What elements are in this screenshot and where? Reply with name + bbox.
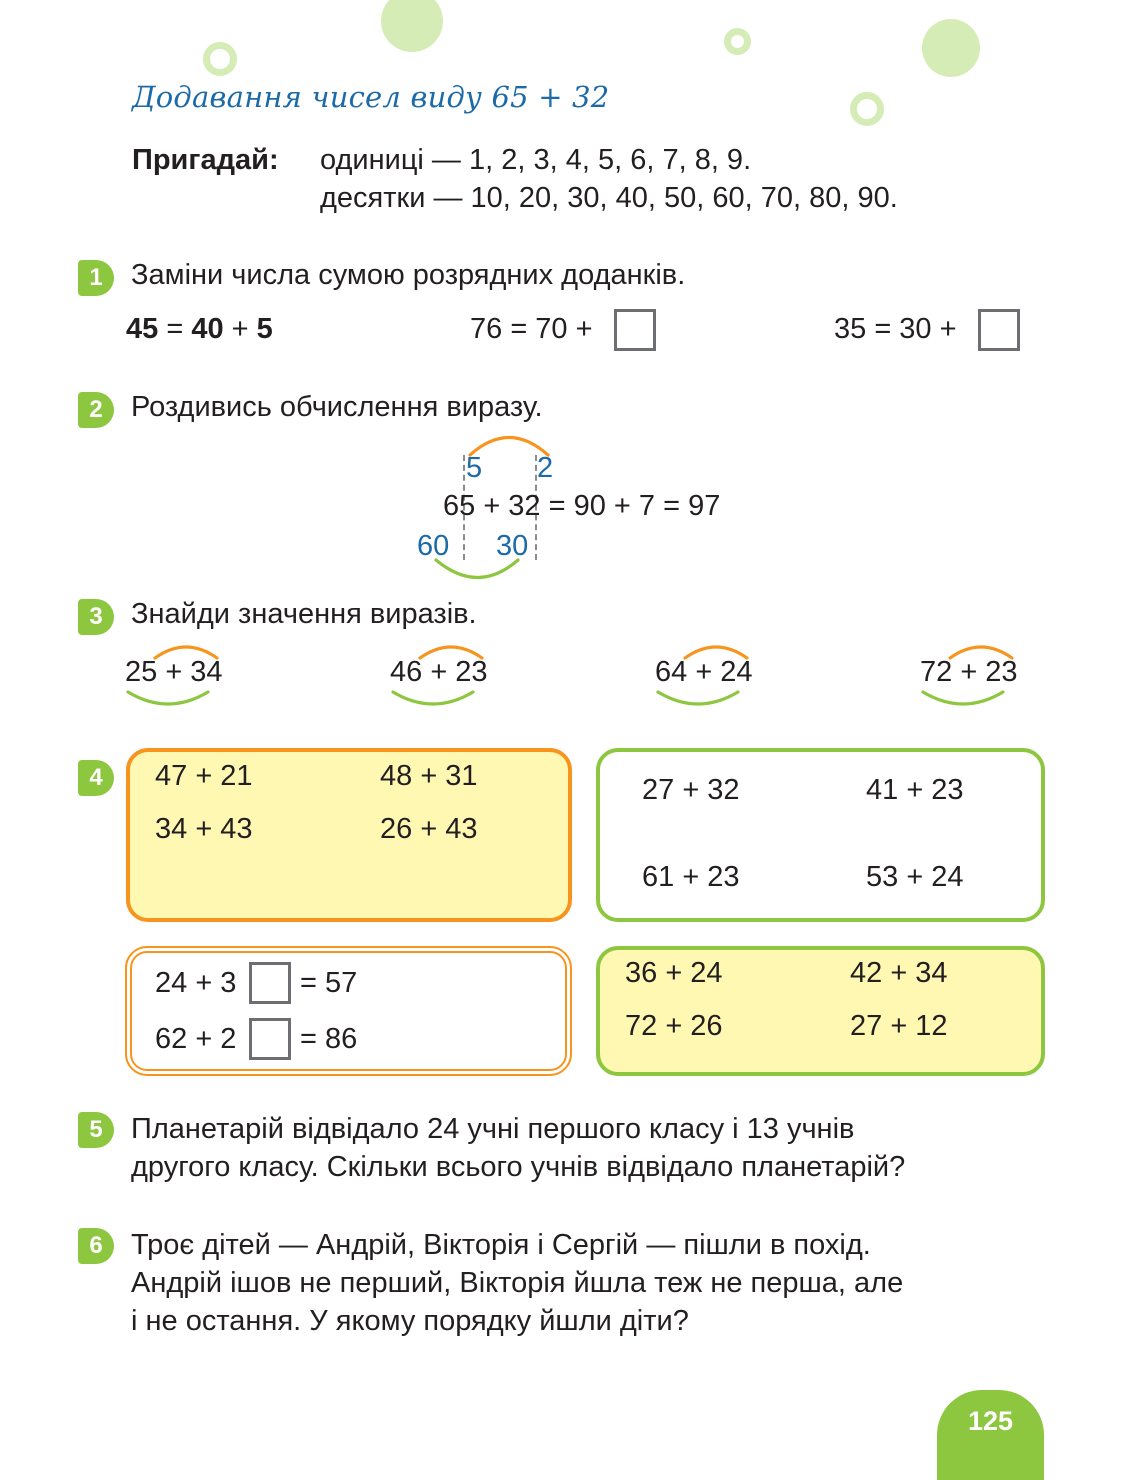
example-tens: 40: [191, 313, 224, 345]
panel-b-expression: 53 + 24: [866, 861, 964, 893]
recall-label: Пригадай:: [132, 144, 279, 176]
panel-d-expression: 36 + 24: [625, 957, 723, 989]
task-number-badge: 1: [78, 260, 114, 296]
task-number-badge: 2: [78, 392, 114, 428]
panel-c-left: 24 + 3: [155, 967, 237, 999]
panel-c-right: = 57: [300, 967, 358, 999]
arc-tens: [128, 692, 208, 704]
tens-b: 30: [496, 530, 529, 562]
task3-expression: 46 + 23: [390, 656, 488, 688]
page-number: 125: [937, 1390, 1044, 1480]
panel-c-right: = 86: [300, 1023, 358, 1055]
task-number-badge: 4: [78, 760, 114, 796]
task5-line: другого класу. Скільки всього учнів відвідало планетарій?: [131, 1151, 906, 1183]
task6-line: і не остання. У якому порядку йшли діти?: [131, 1305, 689, 1337]
task3-expression: 64 + 24: [655, 656, 753, 688]
answer-box[interactable]: [614, 309, 656, 351]
task-number-badge: 6: [78, 1228, 114, 1264]
panel-c-left: 62 + 2: [155, 1023, 237, 1055]
panel-d-expression: 72 + 26: [625, 1010, 723, 1042]
tens-a: 60: [417, 530, 450, 562]
answer-box[interactable]: [249, 962, 291, 1004]
panel-a-expression: 26 + 43: [380, 813, 478, 845]
example-number: 45: [126, 313, 159, 345]
task3-expression: 25 + 34: [125, 656, 223, 688]
task6-line: Троє дітей — Андрій, Вікторія і Сергій — пішли в похід.: [131, 1229, 871, 1261]
task-number-badge: 3: [78, 599, 114, 635]
task5-text: [131, 1110, 1043, 1186]
arc-tens: [923, 692, 1003, 704]
panel-d-expression: 27 + 12: [850, 1010, 948, 1042]
panel-b-expression: 61 + 23: [642, 861, 740, 893]
task6-line: Андрій ішов не перший, Вікторія йшла теж не перша, але: [131, 1267, 904, 1299]
task2-text: Роздивись обчислення виразу.: [131, 391, 543, 423]
task1-expression-3: 35 = 30 +: [834, 313, 957, 345]
example-units: 5: [256, 313, 273, 345]
example-equals: =: [158, 313, 192, 345]
panel-a-expression: 34 + 43: [155, 813, 253, 845]
panel-b-expression: 27 + 32: [642, 774, 740, 806]
arc-tens: [393, 692, 473, 704]
recall-tens: десятки — 10, 20, 30, 40, 50, 60, 70, 80, 90.: [320, 182, 898, 214]
task2-expression: 65 + 32 = 90 + 7 = 97: [443, 490, 721, 522]
task3-text: Знайди значення виразів.: [131, 598, 477, 630]
task3-expression: 72 + 23: [920, 656, 1018, 688]
panel-a-expression: 47 + 21: [155, 760, 253, 792]
page-title: Додавання чисел виду 65 + 32: [132, 80, 610, 114]
panel-c: [125, 946, 572, 1076]
panel-d-expression: 42 + 34: [850, 957, 948, 989]
units-a: 5: [466, 452, 483, 484]
task6-text: [131, 1226, 1043, 1340]
answer-box[interactable]: [978, 309, 1020, 351]
task1-example: [126, 313, 273, 346]
task1-expression-2: 76 = 70 +: [470, 313, 593, 345]
panel-b-expression: 41 + 23: [866, 774, 964, 806]
units-b: 2: [537, 452, 554, 484]
answer-box[interactable]: [249, 1018, 291, 1060]
example-plus: +: [223, 313, 257, 345]
recall-units: одиниці — 1, 2, 3, 4, 5, 6, 7, 8, 9.: [320, 144, 752, 176]
task1-text: Заміни числа сумою розрядних доданків.: [131, 259, 686, 291]
arc-tens: [658, 692, 738, 704]
panel-a-expression: 48 + 31: [380, 760, 478, 792]
task5-line: Планетарій відвідало 24 учні першого класу і 13 учнів: [131, 1113, 855, 1145]
task-number-badge: 5: [78, 1112, 114, 1148]
